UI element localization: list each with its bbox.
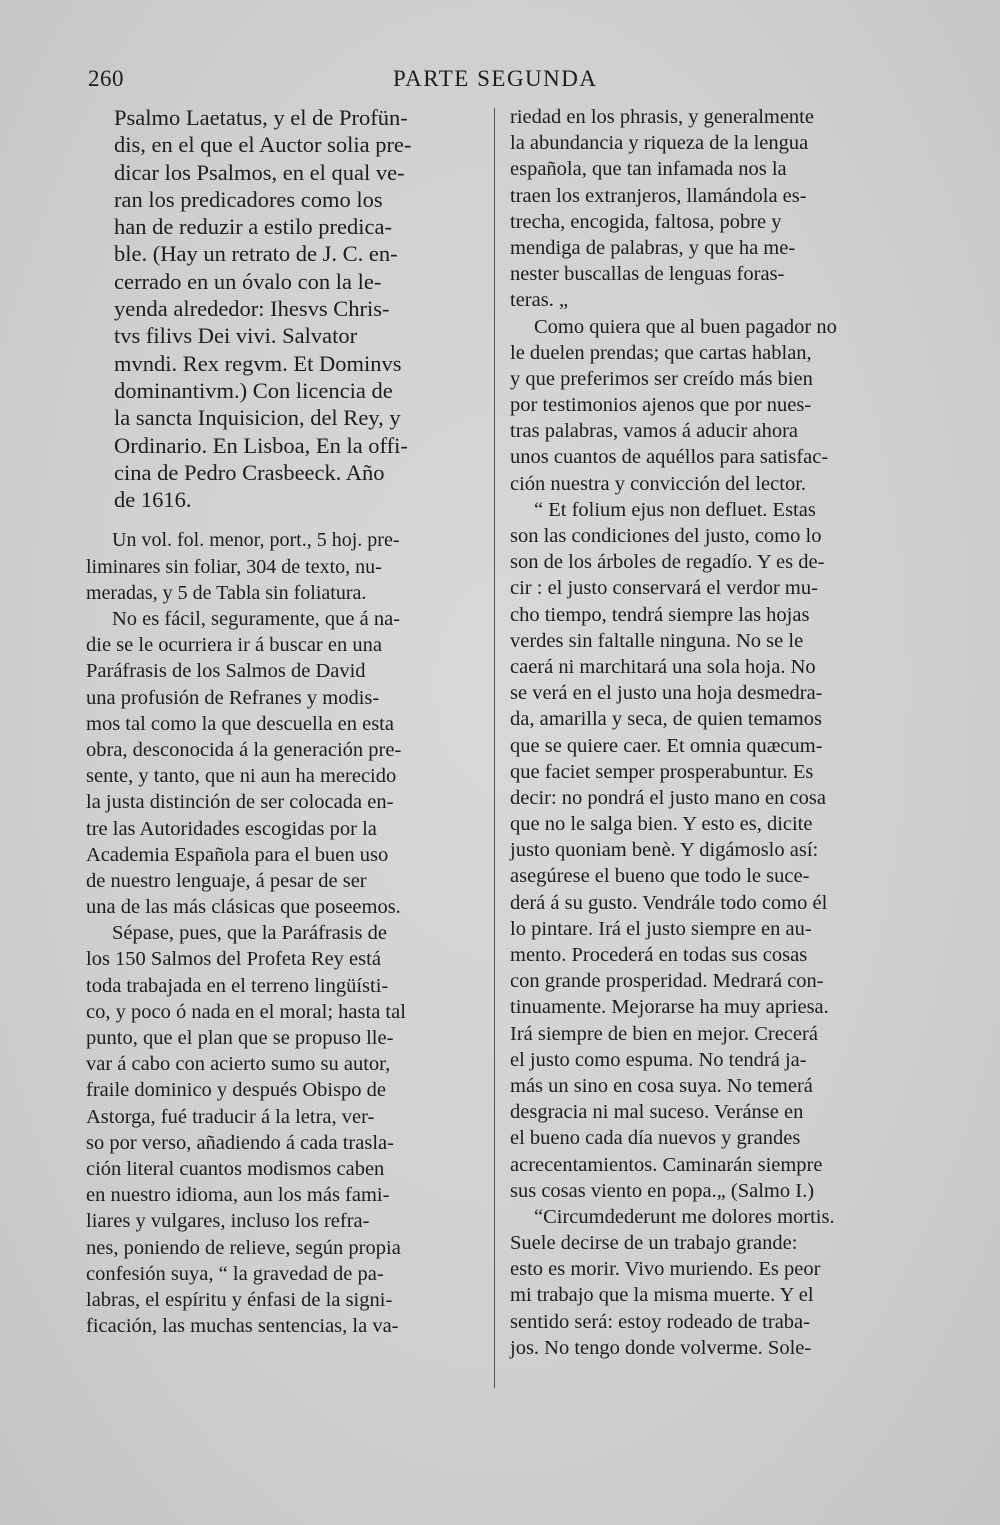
text-line: derá á su gusto. Vendrále todo como él xyxy=(510,891,828,914)
text-line: verdes sin faltalle ninguna. No se le xyxy=(510,629,804,652)
text-line: Irá siempre de bien en mejor. Crecerá xyxy=(510,1022,818,1045)
text-line: con grande prosperidad. Medrará con- xyxy=(510,970,824,993)
text-line: Como quiera que al buen pagador no xyxy=(534,315,837,338)
text-line: tvs filivs Dei vivi. Salvator xyxy=(114,323,358,349)
text-line: son las condiciones del justo, como lo xyxy=(510,525,822,547)
text-line: desgracia ni mal suceso. Veránse en xyxy=(510,1101,804,1124)
text-line: caerá ni marchitará una sola hoja. No xyxy=(510,655,816,678)
text-line: sus cosas viento en popa.„ (Salmo I.) xyxy=(510,1179,815,1202)
text-line: teras. „ xyxy=(510,289,569,312)
text-line: los 150 Salmos del Profeta Rey está xyxy=(86,948,381,971)
text-line: obra, desconocida á la generación pre- xyxy=(86,738,402,761)
text-line: por testimonios ajenos que por nues- xyxy=(510,394,812,417)
text-line: die se le ocurriera ir á buscar en una xyxy=(86,634,382,657)
text-line: fraile dominico y después Obispo de xyxy=(86,1079,387,1102)
text-line: mi trabajo que la misma muerte. Y el xyxy=(510,1284,814,1307)
text-line: esto es morir. Vivo muriendo. Es peor xyxy=(510,1258,821,1281)
running-head xyxy=(88,66,928,96)
text-line: ción literal cuantos modismos caben xyxy=(86,1157,385,1180)
text-line: acrecentamientos. Caminarán siempre xyxy=(510,1153,823,1176)
text-line: Suele decirse de un trabajo grande: xyxy=(510,1232,798,1255)
text-line: sente, y tanto, que ni aun ha merecido xyxy=(86,765,397,788)
text-line: ficación, las muchas sentencias, la va- xyxy=(86,1315,399,1338)
text-line: traen los extranjeros, llamándola es- xyxy=(510,184,807,207)
text-line: meradas, y 5 de Tabla sin foliatura. xyxy=(86,581,367,604)
text-line: el bueno cada día nuevos y grandes xyxy=(510,1127,801,1150)
text-line: Sépase, pues, que la Paráfrasis de xyxy=(112,922,387,945)
text-line: toda trabajada en el terreno lingüísti- xyxy=(86,974,389,997)
right-column xyxy=(510,104,915,1361)
text-line: mvndi. Rex regvm. Et Dominvs xyxy=(114,350,402,376)
text-line: trecha, encogida, faltosa, pobre y xyxy=(510,210,782,233)
text-line: var á cabo con acierto sumo su autor, xyxy=(86,1053,391,1076)
text-line: son de los árboles de regadío. Y es de- xyxy=(510,551,825,574)
page-number: 260 xyxy=(88,66,124,91)
text-line: le duelen prendas; que cartas hablan, xyxy=(510,341,812,364)
text-line: la sancta Inquisicion, del Rey, y xyxy=(114,405,401,431)
text-line: yenda alrededor: Ihesvs Chris- xyxy=(114,296,390,322)
text-line: Paráfrasis de los Salmos de David xyxy=(86,660,366,683)
text-line: la justa distinción de ser colocada en- xyxy=(86,791,394,814)
text-line: tras palabras, vamos á aducir ahora xyxy=(510,420,799,443)
text-line: Psalmo Laetatus, y el de Profün- xyxy=(114,105,408,130)
text-line: unos cuantos de aquéllos para satisfac- xyxy=(510,446,829,469)
text-line: dis, en el que el Auctor solia pre- xyxy=(114,132,412,158)
text-line: ran los predicadores como los xyxy=(114,186,383,212)
left-column xyxy=(86,104,482,1339)
text-line: “ Et folium ejus non defluet. Estas xyxy=(534,498,816,521)
text-line: so por verso, añadiendo á cada trasla- xyxy=(86,1131,394,1154)
text-line: da, amarilla y seca, de quien temamos xyxy=(510,708,822,731)
text-line: decir: no pondrá el justo mano en cosa xyxy=(510,786,826,809)
text-line: en nuestro idioma, aun los más fami- xyxy=(86,1184,390,1207)
page-heading: PARTE SEGUNDA xyxy=(393,66,598,91)
text-line: cina de Pedro Crasbeeck. Año xyxy=(114,459,385,485)
text-line: jos. No tengo donde volverme. Sole- xyxy=(510,1336,812,1359)
text-line: una de las más clásicas que poseemos. xyxy=(86,896,401,919)
text-line: ción nuestra y convicción del lector. xyxy=(510,472,807,495)
left-body-text xyxy=(86,606,482,1339)
text-line: riedad en los phrasis, y generalmente xyxy=(510,106,814,128)
text-line: dominantivm.) Con licencia de xyxy=(114,377,393,403)
bibliographic-entry xyxy=(86,104,482,513)
text-line: la abundancia y riqueza de la lengua xyxy=(510,132,809,155)
text-line: liares y vulgares, incluso los refra- xyxy=(86,1210,370,1233)
text-line: asegúrese el bueno que todo le suce- xyxy=(510,865,810,888)
text-line: tinuamente. Mejorarse ha muy apriesa. xyxy=(510,996,829,1019)
text-line: el justo como espuma. No tendrá ja- xyxy=(510,1048,807,1071)
text-line: española, que tan infamada nos la xyxy=(510,158,787,181)
text-line: sentido será: estoy rodeado de traba- xyxy=(510,1310,810,1333)
text-line: punto, que el plan que se propuso lle- xyxy=(86,1027,394,1050)
text-line: mendiga de palabras, y que ha me- xyxy=(510,236,796,259)
text-line: mos tal como la que descuella en esta xyxy=(86,712,394,735)
text-line: que faciet semper prosperabuntur. Es xyxy=(510,760,814,783)
text-line: cerrado en un óvalo con la le- xyxy=(114,268,382,294)
text-line: “Circumdederunt me dolores mortis. xyxy=(534,1205,835,1228)
column-rule xyxy=(494,108,495,1388)
text-line: una profusión de Refranes y modis- xyxy=(86,686,380,709)
text-line: lo pintare. Irá el justo siempre en au- xyxy=(510,917,812,940)
text-line: mento. Procederá en todas sus cosas xyxy=(510,944,808,966)
text-line: Un vol. fol. menor, port., 5 hoj. pre- xyxy=(112,529,400,552)
text-line: nes, poniendo de relieve, según propia xyxy=(86,1236,401,1259)
text-line: que no le salga bien. Y esto es, dicite xyxy=(510,813,813,836)
text-line: labras, el espíritu y énfasi de la signi- xyxy=(86,1288,393,1311)
text-line: tre las Autoridades escogidas por la xyxy=(86,817,377,840)
text-line: No es fácil, seguramente, que á na- xyxy=(112,608,401,631)
text-line: liminares sin foliar, 304 de texto, nu- xyxy=(86,555,382,578)
text-line: se verá en el justo una hoja desmedra- xyxy=(510,682,823,705)
text-line: de nuestro lenguaje, á pesar de ser xyxy=(86,869,367,892)
text-line: dicar los Psalmos, en el qual ve- xyxy=(114,159,405,185)
text-line: ble. (Hay un retrato de J. C. en- xyxy=(114,241,398,267)
text-line: de 1616. xyxy=(114,487,192,513)
text-line: han de reduzir a estilo predica- xyxy=(114,214,392,240)
text-line: Academia Española para el buen uso xyxy=(86,843,389,866)
text-line: y que preferimos ser creído más bien xyxy=(510,367,813,390)
text-line: Ordinario. En Lisboa, En la offi- xyxy=(114,432,408,458)
text-line: nester buscallas de lenguas foras- xyxy=(510,263,785,286)
text-line: confesión suya, “ la gravedad de pa- xyxy=(86,1262,384,1285)
text-line: justo quoniam benè. Y digámoslo así: xyxy=(510,839,819,862)
text-line: cir : el justo conservará el verdor mu- xyxy=(510,577,818,600)
text-line: que se quiere caer. Et omnia quæcum- xyxy=(510,734,823,757)
text-line: más un sino en cosa suya. No temerá xyxy=(510,1074,813,1097)
text-line: co, y poco ó nada en el moral; hasta tal xyxy=(86,1000,406,1023)
text-line: cho tiempo, tendrá siempre las hojas xyxy=(510,603,810,626)
text-line: Astorga, fué traducir á la letra, ver- xyxy=(86,1105,375,1128)
bibliographic-note xyxy=(86,527,482,606)
